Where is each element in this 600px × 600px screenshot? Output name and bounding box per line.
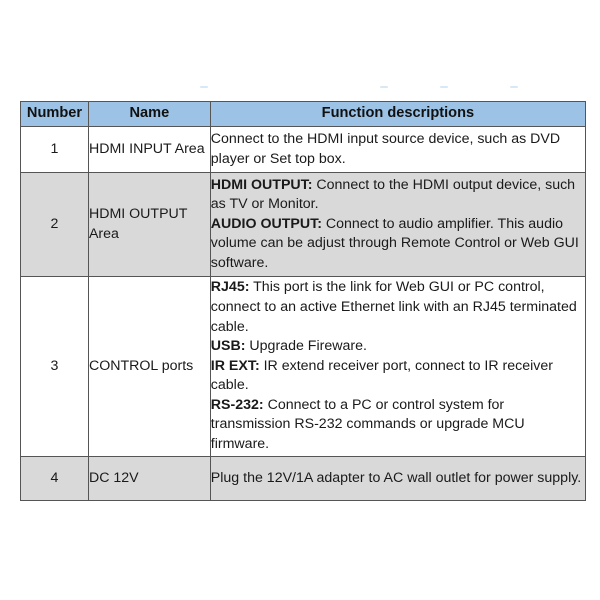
desc-item: [211, 396, 585, 455]
desc-item-text: IR extend receiver port, connect to IR receiver cable.: [210, 357, 554, 394]
row-number: 2: [21, 173, 89, 277]
row-description: [210, 173, 585, 277]
table-row: [21, 173, 586, 277]
function-table: [20, 101, 586, 501]
header-description: Function descriptions: [210, 102, 585, 127]
table-row: [21, 457, 586, 501]
row-name: HDMI INPUT Area: [88, 127, 210, 173]
row-number: 3: [21, 277, 89, 457]
faint-mark: [200, 86, 208, 88]
header-name: Name: [88, 102, 210, 127]
table-row: [21, 277, 586, 457]
row-number: 1: [21, 127, 89, 173]
desc-item-text: Upgrade Fireware.: [245, 338, 367, 355]
desc-item-text: Connect to a PC or control system for transmission RS-232 commands or upgrade MCU firmware.: [210, 396, 525, 453]
desc-item: [211, 337, 585, 357]
row-description: [210, 277, 585, 457]
row-description: Connect to the HDMI input source device, such as DVD player or Set top box.: [210, 127, 585, 173]
desc-item-label: USB:: [210, 338, 246, 355]
desc-item-text: This port is the link for Web GUI or PC control, connect to an active Ethernet link with an RJ45 terminated cable.: [210, 279, 577, 335]
desc-item-label: IR EXT:: [210, 357, 260, 374]
desc-item-label: RS-232:: [210, 396, 264, 413]
desc-item: [211, 215, 585, 274]
faint-mark: [510, 86, 518, 88]
row-name: CONTROL ports: [88, 277, 210, 457]
desc-item: [211, 176, 585, 215]
table-header-row: [21, 102, 586, 127]
desc-item-text: Connect to audio amplifier. This audio volume can be adjust through Remote Control or Web GUI software.: [210, 215, 579, 271]
row-name: HDMI OUTPUT Area: [88, 173, 210, 277]
desc-item-label: RJ45:: [210, 279, 250, 296]
table-row: [21, 127, 586, 173]
row-name: DC 12V: [88, 457, 210, 501]
row-number: 4: [21, 457, 89, 501]
desc-item-text: Connect to the HDMI output device, such as TV or Monitor.: [210, 176, 576, 213]
faint-mark: [380, 86, 388, 88]
desc-item: [211, 357, 585, 396]
desc-item: [211, 278, 585, 337]
header-number: Number: [21, 102, 89, 127]
faint-mark: [440, 86, 448, 88]
desc-item-label: AUDIO OUTPUT:: [210, 215, 322, 232]
desc-item-label: HDMI OUTPUT:: [210, 176, 313, 193]
faint-decorative-marks: [200, 86, 540, 92]
row-description: Plug the 12V/1A adapter to AC wall outlet for power supply.: [210, 457, 585, 501]
